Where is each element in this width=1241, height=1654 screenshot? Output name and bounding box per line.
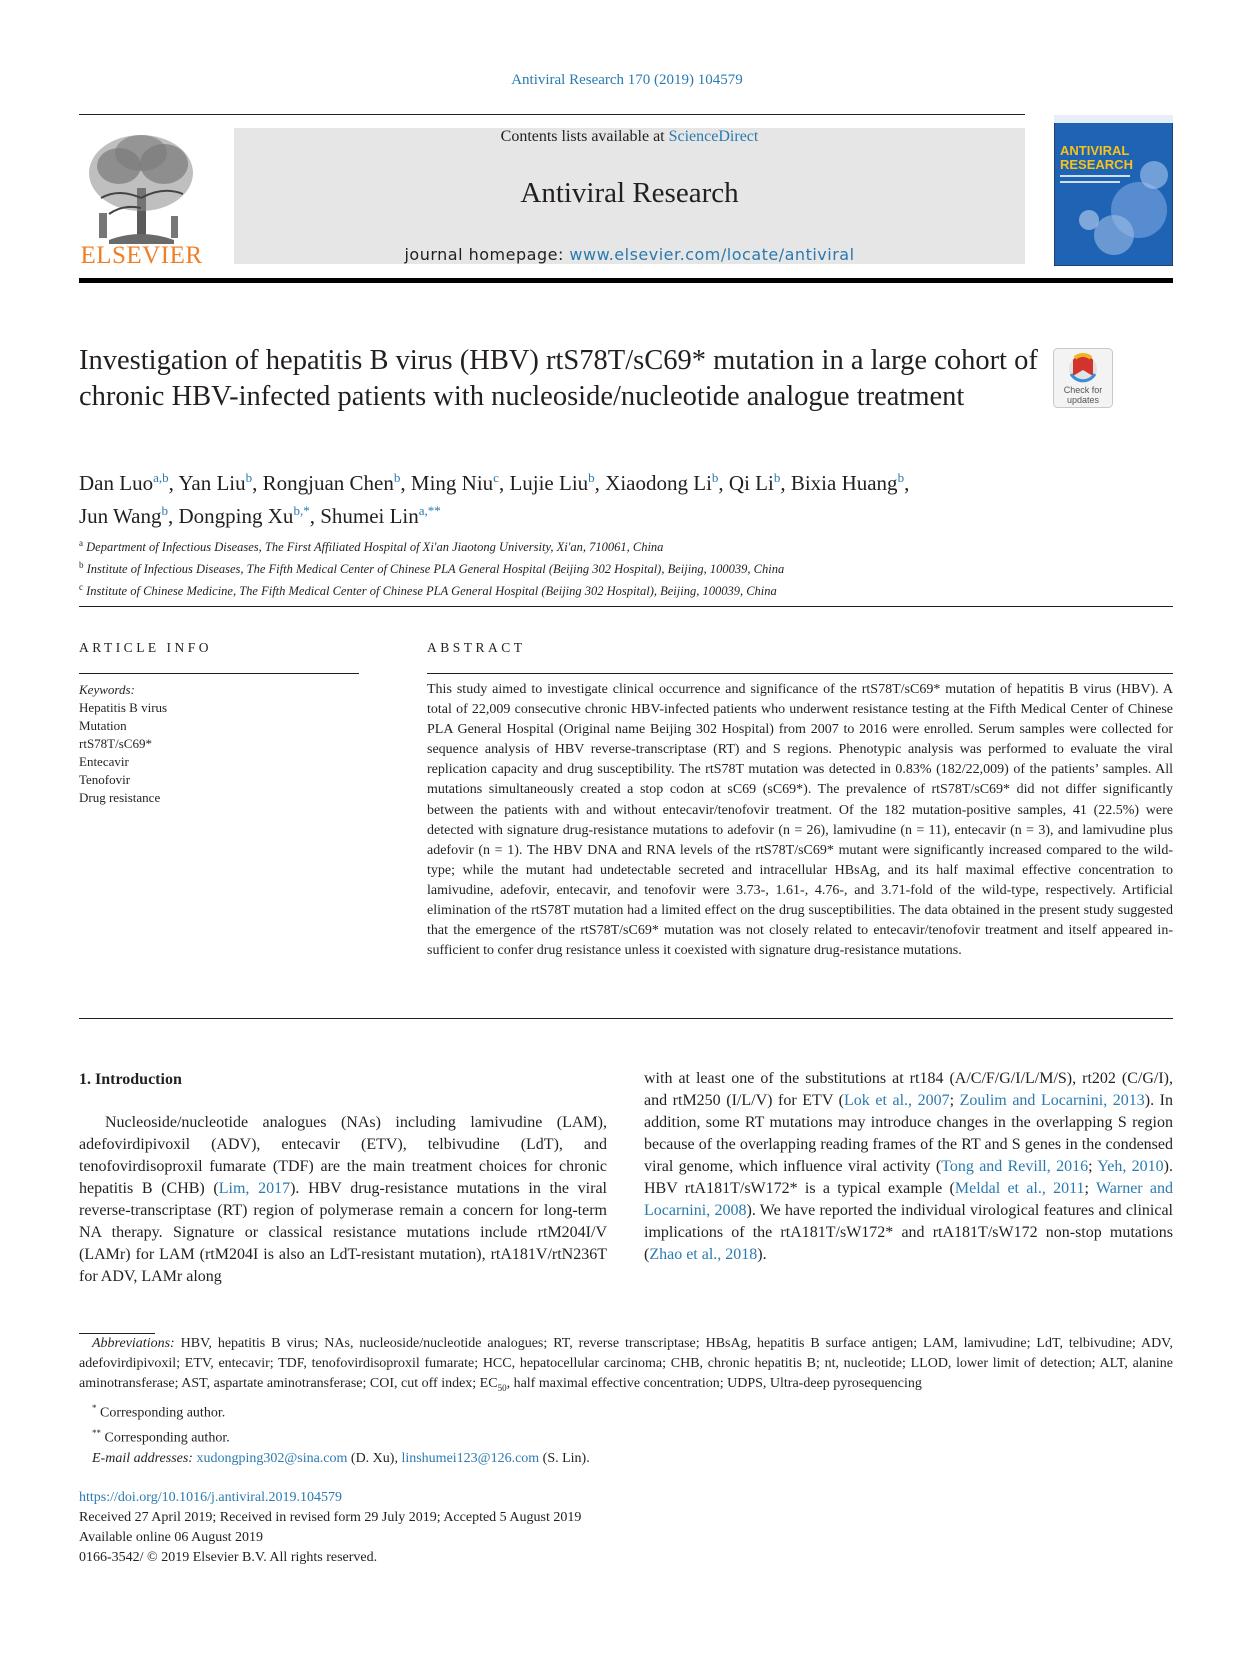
author-affiliation-mark[interactable]: b — [711, 470, 719, 485]
article-title: Investigation of hepatitis B virus (HBV) rtS78T/sC69* mutation in a large cohort of chronic HBV-infected patients with nucleoside/nucleotide analogue treatment — [79, 345, 1038, 412]
introduction-column-right — [644, 1068, 1173, 1266]
author-separator: , — [904, 471, 910, 495]
affiliation-list — [79, 534, 1079, 600]
body-text: ; — [949, 1092, 960, 1109]
author-separator: , — [168, 504, 179, 528]
article-info-heading: ARTICLE INFO — [79, 640, 213, 655]
author-separator: , — [252, 471, 263, 495]
footnotes — [79, 1334, 1173, 1469]
body-text: ). We have reported the individual virological features and clinical implications of the rtA181T/sW172* and rtA181T/sW172 non-stop mutations ( — [644, 1202, 1174, 1263]
journal-homepage-line: journal homepage: www.elsevier.com/locate/antiviral — [404, 245, 855, 264]
author-name: Shumei Lin — [320, 504, 419, 528]
body-text: with at least one of the substitutions at rt184 (A/C/F/G/I/L/M/S), rt202 (C/G/I), and rtM250 (I/L/V) for ETV ( — [644, 1070, 1173, 1109]
cover-title-line-1: ANTIVIRAL — [1060, 143, 1130, 158]
affiliation-text: Institute of Infectious Diseases, The Fifth Medical Center of Chinese PLA General Hospital (Beijing 302 Hospital), Beijing, 100039, China — [83, 562, 785, 577]
citation-link[interactable]: Warner and Locarnini, 2008 — [644, 1180, 1174, 1219]
author-affiliation-mark[interactable]: b — [161, 503, 169, 518]
author-affiliation-mark[interactable]: b — [245, 470, 253, 485]
email-link-lin[interactable]: linshumei123@126.com — [401, 1451, 540, 1467]
check-for-updates-badge[interactable] — [1053, 348, 1113, 408]
keywords-label: Keywords: — [79, 682, 135, 697]
affiliation-item — [79, 556, 1079, 578]
affiliation-mark: b — [79, 560, 84, 571]
doi-link[interactable]: https://doi.org/10.1016/j.antiviral.2019.104579 — [79, 1490, 343, 1505]
journal-title: Antiviral Research — [520, 177, 739, 209]
keyword-item: Hepatitis B virus — [79, 700, 168, 715]
citation-link[interactable]: Meldal et al., 2011 — [954, 1180, 1085, 1197]
email-link-xu[interactable]: xudongping302@sina.com — [196, 1451, 348, 1467]
author-separator: , — [498, 471, 510, 495]
sciencedirect-link[interactable]: ScienceDirect — [668, 128, 759, 145]
email-footnote: E-mail addresses: xudongping302@sina.com (D. Xu), linshumei123@126.com (S. Lin). — [92, 1451, 590, 1467]
abstract-text: This study aimed to investigate clinical occurrence and significance of the rtS78T/sC69* mutation of hepatitis B virus (HBV). A total of 22,009 consecutive chronic HBV-infected patients who underwent resistance testing at the Fifth Medical Center of Chinese PLA General Hospital (Original name Beijing 302 Hospital) from 2007 to 2016 were enrolled. Serum samples were collected for sequence analysis of HBV reverse-transcriptase (RT) and S regions. Phenotypic analysis was performed to evaluate the viral replication capacity and drug susceptibility. The rtS78T mutation was detected in 0.83% (182/22,009) of the patients’ samples. All mutations simultaneously created a stop codon at sC69 (sC69*). The prevalence of rtS78T/sC69* did not differ significantly between the patients with and without entecavir/tenofovir treatment. Of the 182 mutation-positive samples, 41 (22.5%) were detected with signature drug-resistance mutations to adefovir (n = 26), lamivudine (n = 11), entecavir (n = 3), and lamivudine plus adefovir (n = 1). The HBV DNA and RNA levels of the rtS78T/sC69* mutant were significantly increased compared to the wild-type; while the mutant had undetectable secreted and intracellular HBsAg, and its half maximal effective concentration to lamivudine, adefovir, entecavir, and tenofovir were 3.73-, 1.61-, 4.76-, and 3.71-fold of the wild-type, respectively. Artificial elimination of the rtS78T mutation had a limited effect on the drug susceptibilities. The data obtained in the present study suggested that the emergence of the rtS78T/sC69* mutation was not closely related to entecavir/tenofovir treatment and itself appeared insufficient to confer drug resistance unless it coexisted with signature drug-resistance mutations. — [427, 682, 1173, 959]
header-thick-rule — [79, 278, 1173, 283]
affiliation-mark: c — [79, 582, 83, 593]
author-name: Dongping Xu — [178, 504, 294, 528]
journal-homepage-link[interactable]: www.elsevier.com/locate/antiviral — [569, 245, 855, 264]
copyright-line: 0166-3542/ © 2019 Elsevier B.V. All rights reserved. — [79, 1550, 378, 1565]
author-name: Dan Luo — [79, 471, 154, 495]
author-affiliation-mark[interactable]: b — [897, 470, 905, 485]
affiliation-text: Institute of Chinese Medicine, The Fifth Medical Center of Chinese PLA General Hospital (Beijing 302 Hospital), Beijing, 100039, China — [83, 584, 777, 599]
title-block-rule — [79, 606, 1173, 607]
abstract-rule — [427, 673, 1173, 674]
author-separator: , — [168, 471, 179, 495]
author-affiliation-mark[interactable]: a,b — [153, 470, 169, 485]
elsevier-logo[interactable] — [79, 128, 204, 269]
author-name: Lujie Liu — [509, 471, 589, 495]
body-text: ; — [1084, 1180, 1096, 1197]
body-text: ). — [757, 1246, 767, 1263]
article-info-rule — [79, 673, 359, 674]
abbreviations-footnote: Abbreviations: HBV, hepatitis B virus; NAs, nucleoside/nucleotide analogues; RT, reverse transcriptase; HBsAg, hepatitis B surface antigen; LAM, lamivudine; LdT, telbivudine; ADV, adefovirdipivoxil; ETV, entecavir; TDF, tenofovirdisoproxil fumarate; HCC, hepatocellular carcinoma; CHB, chronic hepatitis B; nt, nucleotide; LLOD, lower limit of detection; ALT, alanine aminotransferase; AST, aspartate aminotransferase; COI, cut off index; $EC_{50}$, half maximal effective concentration; UDPS, Ultra-deep pyrosequencing — [79, 1336, 1173, 1393]
keyword-list — [79, 699, 359, 807]
affiliation-text: Department of Infectious Diseases, The First Affiliated Hospital of Xi'an Jiaotong University, Xi'an, 710061, China — [83, 540, 664, 555]
citation-link[interactable]: Zhao et al., 2018 — [649, 1246, 758, 1263]
author-separator: , — [309, 504, 321, 528]
citation-link[interactable]: Zoulim and Locarnini, 2013 — [959, 1092, 1145, 1109]
publication-info — [79, 1488, 879, 1568]
journal-cover-image[interactable] — [1054, 115, 1173, 266]
author-separator: , — [780, 471, 791, 495]
author-name: Xiaodong Li — [605, 471, 712, 495]
author-list — [79, 464, 1079, 530]
abstract-heading: ABSTRACT — [427, 640, 526, 655]
keyword-item: rtS78T/sC69* — [79, 736, 152, 751]
keyword-item: Entecavir — [79, 754, 129, 769]
elsevier-wordmark: ELSEVIER — [80, 242, 203, 269]
affiliation-item — [79, 534, 1079, 556]
author-name: Bixia Huang — [790, 471, 898, 495]
author-affiliation-mark[interactable]: a,** — [418, 503, 441, 518]
corresponding-author-footnote-2: ** Corresponding author. — [92, 1428, 230, 1447]
body-text: Nucleoside/nucleotide analogues (NAs) including lamivudine (LAM), adefovirdipivoxil (ADV), entecavir (ETV), telbivudine (LdT), and tenofovirdisoproxil fumarate (TDF) are the main treatment choices for chronic hepatitis B (CHB) ( — [79, 1114, 607, 1197]
citation-link[interactable]: Yeh, 2010 — [1097, 1158, 1164, 1175]
keywords-block — [79, 681, 359, 807]
citation-link[interactable]: Lim, 2017 — [218, 1180, 291, 1197]
corresponding-author-footnote-1: * Corresponding author. — [92, 1402, 226, 1421]
header-top-rule — [79, 114, 1025, 115]
affiliation-item — [79, 578, 1079, 600]
author-name: Qi Li — [728, 471, 774, 495]
author-name: Yan Liu — [178, 471, 246, 495]
body-text: ; — [1088, 1158, 1098, 1175]
citation-link[interactable]: Tong and Revill, 2016 — [941, 1158, 1089, 1175]
body-text: ). In addition, some RT mutations may introduce changes in the overlapping S region because of the overlapping reading frames of the RT and S genes in the condensed viral genome, which influence viral activity ( — [644, 1092, 1174, 1175]
author-name: Ming Niu — [410, 471, 494, 495]
author-separator: , — [400, 471, 411, 495]
author-affiliation-mark[interactable]: b — [773, 470, 781, 485]
body-text: ). HBV drug-resistance mutations in the viral reverse-transcriptase (RT) region of polymerase remain a concern for long-term NA therapy. Signature or classical resistance mutations include rtM204I/V (LAMr) for LAM (rtM204I is also an LdT-resistant mutation), rtA181V/rtN236T for ADV, LAMr along — [79, 1180, 608, 1285]
crossmark-label-2: updates — [1066, 395, 1100, 405]
author-separator: , — [718, 471, 729, 495]
introduction-column-left — [79, 1112, 607, 1288]
author-affiliation-mark[interactable]: b,* — [293, 503, 310, 518]
keyword-item: Mutation — [79, 718, 127, 733]
abstract-bottom-rule — [79, 1018, 1173, 1019]
citation-link[interactable]: Lok et al., 2007 — [844, 1092, 950, 1109]
cover-title-line-2: RESEARCH — [1060, 157, 1133, 172]
author-affiliation-mark[interactable]: c — [493, 470, 499, 485]
affiliation-mark: a — [79, 538, 83, 548]
author-name: Rongjuan Chen — [262, 471, 394, 495]
crossmark-label-1: Check for — [1063, 385, 1103, 395]
journal-reference-link[interactable]: Antiviral Research 170 (2019) 104579 — [511, 72, 743, 88]
author-separator: , — [594, 471, 606, 495]
keyword-item: Drug resistance — [79, 790, 161, 805]
available-online: Available online 06 August 2019 — [79, 1530, 264, 1545]
author-name: Jun Wang — [79, 504, 162, 528]
body-text: ). HBV rtA181T/sW172* is a typical example ( — [644, 1158, 1173, 1197]
received-dates: Received 27 April 2019; Received in revised form 29 July 2019; Accepted 5 August 2019 — [79, 1510, 582, 1525]
author-affiliation-mark[interactable]: b — [588, 470, 595, 485]
contents-line: Contents lists available at ScienceDirect — [500, 128, 759, 145]
section-heading-introduction: 1. Introduction — [79, 1071, 182, 1088]
keyword-item: Tenofovir — [79, 772, 131, 787]
author-affiliation-mark[interactable]: b — [393, 470, 401, 485]
